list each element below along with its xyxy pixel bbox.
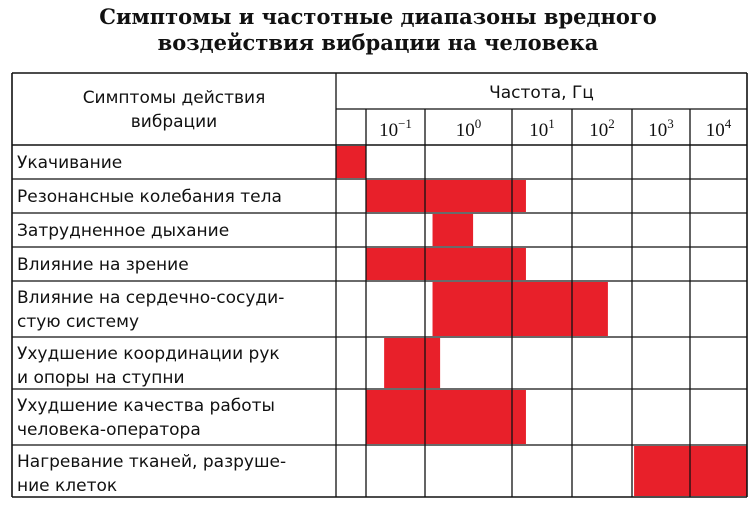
symptom-label-8-line-1: Нагревание тканей, разруше- [17, 452, 287, 472]
symptom-label-6-line-1: Ухудшение координации рук [17, 344, 280, 364]
range-bar-4 [366, 248, 526, 280]
symptom-label-2-line-1: Резонансные колебания тела [17, 187, 282, 207]
tick-label-5: $10^3$ [648, 116, 674, 141]
tick-label-1: $10^{-1}$ [379, 116, 412, 141]
tick-label-2: $10^0$ [455, 116, 482, 141]
range-bar-5 [433, 282, 608, 336]
row-header-line-1: Симптомы действия [82, 88, 266, 108]
tick-label-3: $10^1$ [529, 116, 555, 141]
range-bar-6 [384, 338, 440, 388]
symptom-label-7-line-2: человека-оператора [17, 420, 201, 440]
range-bar-2 [366, 180, 526, 212]
symptom-label-5-line-1: Влияние на сердечно-сосуди- [17, 288, 285, 308]
symptom-label-4-line-1: Влияние на зрение [17, 255, 189, 275]
range-bar-3 [433, 214, 474, 246]
symptom-label-5-line-2: стую систему [17, 312, 140, 332]
symptom-label-7-line-1: Ухудшение качества работы [17, 396, 275, 416]
row-header-line-2: вибрации [130, 112, 218, 132]
symptom-label-8-line-2: ние клеток [17, 476, 118, 496]
chart-title-line-1: Симптомы и частотные диапазоны вредного [99, 4, 657, 29]
tick-label-6: $10^4$ [705, 116, 732, 141]
symptom-label-6-line-2: и опоры на ступни [17, 368, 185, 388]
range-bar-1 [336, 146, 366, 178]
chart-title-line-2: воздействия вибрации на человека [157, 30, 599, 55]
range-bar-7 [366, 390, 526, 444]
symptom-label-3-line-1: Затрудненное дыхание [17, 221, 230, 241]
tick-label-4: $10^2$ [589, 116, 615, 141]
column-header: Частота, Гц [489, 83, 594, 103]
symptom-label-1-line-1: Укачивание [17, 153, 123, 173]
